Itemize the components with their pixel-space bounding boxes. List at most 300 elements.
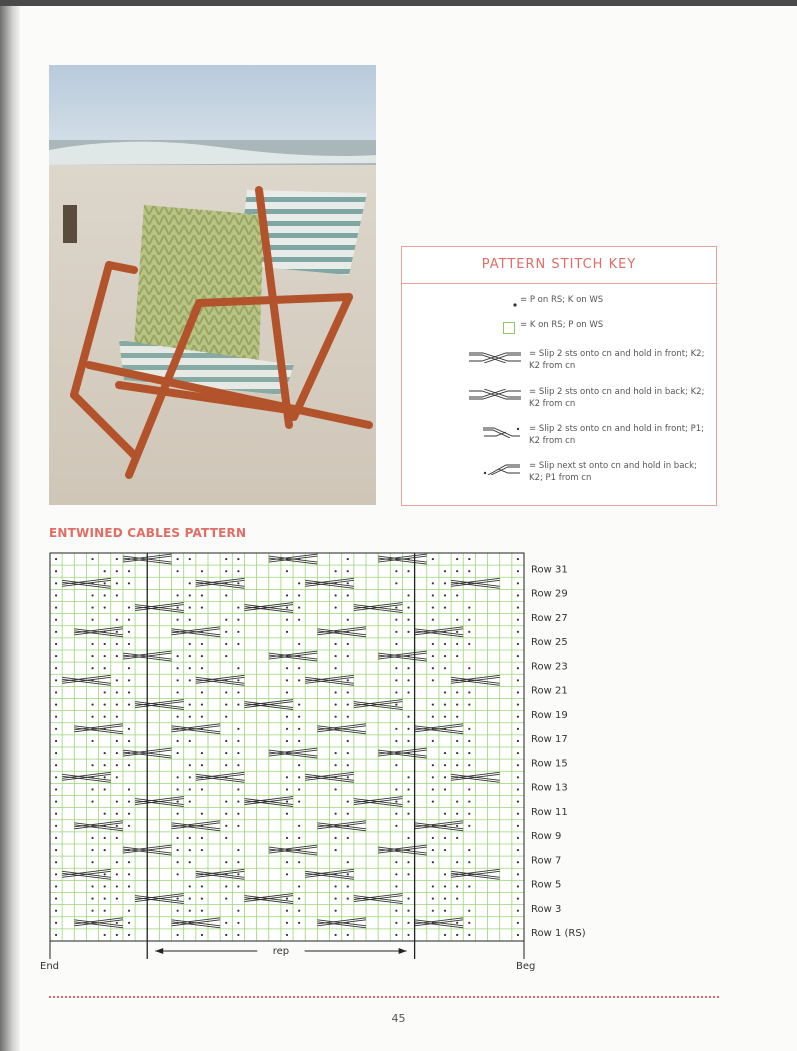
purl-dot: [517, 570, 519, 572]
purl-dot: [298, 885, 300, 887]
purl-dot: [395, 922, 397, 924]
purl-dot: [517, 655, 519, 657]
purl-dot: [395, 703, 397, 705]
purl-dot: [468, 752, 470, 754]
key-text-knit: = K on RS; P on WS: [520, 320, 604, 330]
purl-dot: [55, 837, 57, 839]
purl-dot: [177, 558, 179, 560]
purl-dot: [456, 740, 458, 742]
purl-dot: [177, 837, 179, 839]
purl-dot: [225, 885, 227, 887]
purl-dot: [456, 716, 458, 718]
purl-dot: [116, 716, 118, 718]
pattern-title: ENTWINED CABLES PATTERN: [49, 526, 247, 540]
purl-dot: [444, 594, 446, 596]
purl-dot: [407, 910, 409, 912]
purl-dot: [298, 897, 300, 899]
purl-dot: [237, 861, 239, 863]
purl-dot: [116, 703, 118, 705]
purl-dot: [116, 885, 118, 887]
purl-dot: [116, 897, 118, 899]
purl-dot: [444, 897, 446, 899]
purl-dot: [286, 910, 288, 912]
footer-divider: [49, 996, 719, 998]
purl-dot: [128, 788, 130, 790]
purl-dot: [189, 582, 191, 584]
purl-dot: [468, 885, 470, 887]
purl-dot: [298, 728, 300, 730]
purl-dot: [104, 606, 106, 608]
purl-dot: [237, 788, 239, 790]
purl-dot: [347, 643, 349, 645]
purl-dot: [468, 934, 470, 936]
purl-dot: [225, 861, 227, 863]
purl-dot: [225, 558, 227, 560]
purl-dot: [237, 764, 239, 766]
purl-dot: [201, 764, 203, 766]
purl-dot: [347, 716, 349, 718]
purl-dot: [432, 643, 434, 645]
purl-dot: [91, 643, 93, 645]
purl-dot: [456, 570, 458, 572]
purl-dot: [116, 873, 118, 875]
purl-dot: [201, 837, 203, 839]
purl-dot: [298, 606, 300, 608]
purl-dot: [237, 679, 239, 681]
purl-dot: [286, 788, 288, 790]
purl-dot: [225, 813, 227, 815]
purl-dot: [201, 570, 203, 572]
purl-dot: [55, 800, 57, 802]
purl-dot: [201, 885, 203, 887]
purl-dot: [335, 655, 337, 657]
purl-dot: [298, 740, 300, 742]
purl-dot: [407, 691, 409, 693]
purl-dot: [395, 910, 397, 912]
purl-dot: [432, 776, 434, 778]
purl-dot: [55, 752, 57, 754]
purl-dot: [225, 570, 227, 572]
purl-dot: [432, 679, 434, 681]
purl-dot: [395, 570, 397, 572]
purl-dot: [517, 582, 519, 584]
purl-dot: [468, 800, 470, 802]
purl-dot: [407, 800, 409, 802]
purl-dot: [456, 922, 458, 924]
purl-dot: [286, 619, 288, 621]
purl-dot: [225, 691, 227, 693]
purl-dot: [395, 788, 397, 790]
purl-dot: [444, 643, 446, 645]
purl-dot: [225, 716, 227, 718]
purl-dot: [189, 655, 191, 657]
purl-dot: [395, 728, 397, 730]
purl-dot: [468, 764, 470, 766]
purl-dot: [225, 631, 227, 633]
purl-dot: [55, 934, 57, 936]
purl-dot: [201, 934, 203, 936]
purl-dot: [298, 619, 300, 621]
purl-dot: [91, 788, 93, 790]
purl-dot: [116, 655, 118, 657]
purl-dot: [116, 631, 118, 633]
purl-dot: [407, 728, 409, 730]
purl-dot: [116, 582, 118, 584]
purl-dot: [517, 910, 519, 912]
purl-dot: [104, 570, 106, 572]
purl-dot: [298, 703, 300, 705]
purl-dot: [237, 934, 239, 936]
row-label: Row 7: [531, 855, 562, 867]
purl-dot: [347, 679, 349, 681]
purl-dot: [104, 813, 106, 815]
purl-dot: [116, 558, 118, 560]
purl-dot: [456, 800, 458, 802]
purl-dot: [55, 606, 57, 608]
purl-dot: [116, 643, 118, 645]
purl-dot: [201, 594, 203, 596]
purl-dot: [432, 837, 434, 839]
purl-dot: [189, 776, 191, 778]
purl-dot: [116, 764, 118, 766]
purl-dot: [237, 910, 239, 912]
purl-dot: [517, 922, 519, 924]
purl-dot: [407, 897, 409, 899]
purl-dot: [177, 716, 179, 718]
purl-dot: [286, 897, 288, 899]
key-text-cable-front: = Slip 2 sts onto cn and hold in front; K2; K2 from cn: [529, 349, 705, 371]
purl-dot: [444, 703, 446, 705]
purl-dot: [225, 594, 227, 596]
purl-dot: [335, 606, 337, 608]
row-label: Row 15: [531, 758, 568, 770]
purl-dot: [432, 558, 434, 560]
purl-dot: [225, 825, 227, 827]
purl-dot: [517, 691, 519, 693]
purl-dot: [517, 764, 519, 766]
row-label: Row 17: [531, 734, 568, 746]
row-label: Row 25: [531, 637, 568, 649]
purl-dot: [347, 873, 349, 875]
row-label: Row 1 (RS): [531, 928, 586, 940]
key-text-cable-back: = Slip 2 sts onto cn and hold in back; K2; K2 from cn: [529, 387, 705, 409]
purl-dot: [91, 558, 93, 560]
purl-dot: [201, 667, 203, 669]
purl-dot: [104, 716, 106, 718]
purl-dot: [237, 667, 239, 669]
rep-arrowhead-left: [155, 948, 163, 954]
purl-dot: [286, 570, 288, 572]
purl-dot: [116, 594, 118, 596]
page-number: 45: [391, 1012, 406, 1025]
row-label: Row 11: [531, 806, 568, 818]
purl-dot: [335, 643, 337, 645]
purl-dot: [91, 897, 93, 899]
purl-dot: [432, 764, 434, 766]
purl-dot: [407, 594, 409, 596]
purl-dot: [201, 813, 203, 815]
purl-dot: [177, 910, 179, 912]
purl-dot: [395, 631, 397, 633]
purl-dot: [55, 849, 57, 851]
purl-dot: [91, 910, 93, 912]
purl-dot: [286, 934, 288, 936]
purl-dot: [407, 679, 409, 681]
purl-dot: [298, 800, 300, 802]
row-label: Row 5: [531, 879, 562, 891]
purl-dot: [298, 788, 300, 790]
purl-dot: [347, 837, 349, 839]
purl-dot: [444, 606, 446, 608]
purl-dot: [55, 764, 57, 766]
purl-dot: [395, 582, 397, 584]
purl-dot: [237, 691, 239, 693]
purl-dot: [432, 619, 434, 621]
purl-dot: [55, 910, 57, 912]
purl-dot: [407, 740, 409, 742]
purl-dot: [298, 922, 300, 924]
purl-dot: [468, 740, 470, 742]
purl-dot: [116, 837, 118, 839]
purl-dot: [444, 910, 446, 912]
purl-dot: [104, 752, 106, 754]
purl-dot: [456, 825, 458, 827]
purl-dot: [128, 764, 130, 766]
purl-dot: [298, 825, 300, 827]
purl-dot: [335, 910, 337, 912]
purl-dot: [55, 558, 57, 560]
purl-dot: [335, 934, 337, 936]
purl-dot: [395, 885, 397, 887]
purl-dot: [201, 897, 203, 899]
purl-dot: [432, 849, 434, 851]
purl-dot: [177, 873, 179, 875]
row-label: Row 27: [531, 612, 568, 624]
purl-dot: [55, 679, 57, 681]
purl-dot: [91, 861, 93, 863]
purl-dot: [347, 897, 349, 899]
purl-dot: [189, 703, 191, 705]
purl-dot: [395, 861, 397, 863]
purl-dot: [517, 740, 519, 742]
purl-dot: [237, 740, 239, 742]
purl-dot: [128, 910, 130, 912]
purl-dot: [189, 764, 191, 766]
purl-dot: [395, 740, 397, 742]
purl-dot: [456, 631, 458, 633]
purl-dot: [347, 764, 349, 766]
rep-label: rep: [272, 946, 290, 957]
purl-dot: [395, 934, 397, 936]
purl-dot: [104, 910, 106, 912]
purl-dot: [286, 631, 288, 633]
purl-dot: [225, 897, 227, 899]
purl-dot: [286, 873, 288, 875]
purl-dot: [444, 716, 446, 718]
purl-dot: [395, 800, 397, 802]
purl-dot: [407, 934, 409, 936]
purl-dot: [517, 800, 519, 802]
purl-dot: [298, 716, 300, 718]
purl-dot: [116, 691, 118, 693]
purl-dot: [55, 691, 57, 693]
purl-dot: [55, 643, 57, 645]
purl-dot: [128, 800, 130, 802]
purl-dot: [237, 873, 239, 875]
purl-dot: [91, 885, 93, 887]
purl-dot: [104, 776, 106, 778]
purl-dot: [468, 643, 470, 645]
purl-dot: [395, 667, 397, 669]
row-label: Row 3: [531, 903, 562, 915]
purl-dot: [116, 861, 118, 863]
purl-dot: [335, 764, 337, 766]
purl-dot: [407, 716, 409, 718]
purl-dot: [407, 861, 409, 863]
purl-dot: [456, 703, 458, 705]
purl-dot: [91, 716, 93, 718]
purl-dot: [456, 558, 458, 560]
row-label: Row 23: [531, 661, 568, 673]
purl-dot: [407, 606, 409, 608]
purl-dot: [225, 764, 227, 766]
purl-dot: [104, 788, 106, 790]
purl-dot: [55, 728, 57, 730]
purl-dot: [91, 606, 93, 608]
purl-dot: [177, 897, 179, 899]
purl-dot: [517, 885, 519, 887]
purl-dot: [298, 582, 300, 584]
purl-dot: [116, 813, 118, 815]
purl-dot: [335, 570, 337, 572]
purl-dot: [468, 606, 470, 608]
purl-dot: [55, 788, 57, 790]
purl-dot: [189, 861, 191, 863]
purl-dot: [335, 594, 337, 596]
purl-dot: [347, 655, 349, 657]
purl-dot: [237, 582, 239, 584]
purl-dot: [468, 667, 470, 669]
purl-dot: [432, 582, 434, 584]
purl-dot: [128, 582, 130, 584]
row-label: Row 13: [531, 782, 568, 794]
purl-dot: [407, 813, 409, 815]
purl-dot: [116, 776, 118, 778]
purl-dot: [177, 655, 179, 657]
purl-dot: [517, 825, 519, 827]
purl-dot: [432, 606, 434, 608]
purl-dot: [517, 643, 519, 645]
purl-dot: [517, 897, 519, 899]
purl-dot: [225, 934, 227, 936]
purl-dot: [468, 922, 470, 924]
purl-dot: [116, 934, 118, 936]
purl-dot: [55, 825, 57, 827]
purl-dot: [104, 897, 106, 899]
purl-dot: [91, 740, 93, 742]
purl-dot: [189, 606, 191, 608]
purl-dot: [517, 619, 519, 621]
purl-dot: [104, 667, 106, 669]
purl-dot: [444, 776, 446, 778]
purl-dot: [55, 716, 57, 718]
purl-dot: [456, 764, 458, 766]
purl-dot: [347, 885, 349, 887]
purl-dot: [225, 655, 227, 657]
purl-dot: [177, 691, 179, 693]
purl-dot: [116, 619, 118, 621]
purl-dot: [177, 740, 179, 742]
purl-dot: [468, 631, 470, 633]
purl-dot: [444, 570, 446, 572]
purl-dot: [128, 703, 130, 705]
purl-dot: [456, 861, 458, 863]
purl-dot: [128, 885, 130, 887]
purl-dot: [128, 934, 130, 936]
purl-dot: [432, 716, 434, 718]
purl-dot: [189, 849, 191, 851]
purl-dot: [444, 885, 446, 887]
purl-dot: [201, 752, 203, 754]
purl-dot: [456, 655, 458, 657]
purl-dot: [456, 934, 458, 936]
purl-dot: [347, 570, 349, 572]
purl-dot: [55, 740, 57, 742]
purl-dot: [335, 897, 337, 899]
purl-dot: [347, 594, 349, 596]
purl-dot: [91, 594, 93, 596]
purl-dot: [395, 606, 397, 608]
purl-dot: [104, 934, 106, 936]
purl-dot: [237, 752, 239, 754]
purl-dot: [55, 570, 57, 572]
key-text-cable-front-purl: = Slip 2 sts onto cn and hold in front; P1; K2 from cn: [529, 424, 705, 446]
purl-dot: [189, 897, 191, 899]
purl-dot: [456, 897, 458, 899]
purl-dot: [456, 813, 458, 815]
purl-dot: [116, 825, 118, 827]
purl-dot: [91, 655, 93, 657]
purl-dot: [237, 619, 239, 621]
purl-dot: [104, 837, 106, 839]
purl-dot: [298, 667, 300, 669]
purl-dot: [432, 885, 434, 887]
row-label: Row 21: [531, 685, 568, 697]
purl-dot: [517, 813, 519, 815]
purl-dot: [177, 861, 179, 863]
purl-dot: [468, 813, 470, 815]
purl-dot: [128, 861, 130, 863]
key-title: PATTERN STITCH KEY: [402, 247, 716, 284]
purl-dot: [468, 788, 470, 790]
purl-dot: [335, 813, 337, 815]
purl-dot: [286, 922, 288, 924]
purl-dot: [189, 679, 191, 681]
purl-dot: [189, 594, 191, 596]
purl-dot: [347, 582, 349, 584]
purl-dot: [298, 910, 300, 912]
purl-dot: [128, 873, 130, 875]
purl-dot: [347, 740, 349, 742]
purl-dot: [335, 667, 337, 669]
purl-dot: [177, 679, 179, 681]
purl-dot: [128, 679, 130, 681]
purl-dot: [468, 861, 470, 863]
purl-dot: [444, 849, 446, 851]
purl-dot: [55, 885, 57, 887]
purl-dot: [335, 703, 337, 705]
key-text-purl: = P on RS; K on WS: [520, 295, 604, 305]
